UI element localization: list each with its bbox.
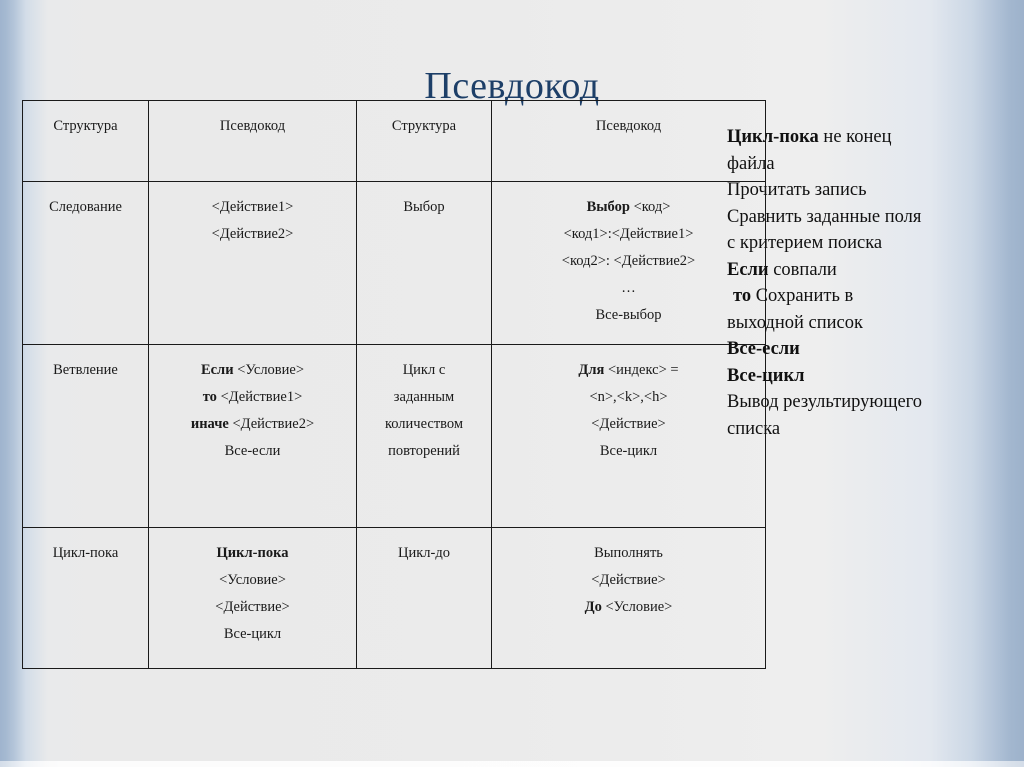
keyword: иначе [190,416,229,432]
code-line: <Условие> [219,572,286,588]
code-line: Все-если [224,443,281,459]
code-line: Выполнять [594,545,663,561]
keyword: До [584,599,602,615]
algorithm-line: файла [727,153,775,174]
code-text: <код> [629,199,671,215]
code-text: <Условие> [233,362,305,378]
keyword: Если [200,362,234,378]
keyword: Выбор [586,199,630,215]
keyword: Все-если [727,339,800,359]
cell-structure-until-loop: Цикл-до [357,528,492,669]
slide-bottom-strip [0,761,1024,767]
pseudocode-table [22,100,766,669]
cell-structure-while-loop: Цикл-пока [23,528,149,669]
algorithm-text: не конец [818,127,892,147]
code-line [498,594,759,621]
keyword: Все-цикл [727,365,805,386]
cell-pseudocode-counted-loop [492,345,766,528]
code-line: <Действие1> [211,199,294,215]
code-text: <Действие2> [228,416,315,432]
code-line-ellipsis: … [621,280,636,296]
code-line: <Действие> [591,416,666,432]
code-block [498,194,759,329]
text-line: повторений [388,443,460,459]
code-line: <Действие2> [211,226,294,242]
code-line [498,357,759,384]
table-header-cell-pseudocode-left: Псевдокод [149,101,357,182]
table-header-cell-structure-right: Структура [357,101,492,182]
algorithm-line: выходной список [727,312,863,333]
cell-structure-counted-loop [357,345,492,528]
code-block [498,357,759,465]
algorithm-example-text [727,124,1007,442]
cell-pseudocode-sequence [149,182,357,345]
algorithm-text: совпали [768,259,837,280]
text-line: заданным [393,389,455,405]
algorithm-line: Сравнить заданные поля [727,206,922,227]
page-title: Псевдокод [424,65,600,108]
code-text: <индекс> = [604,362,679,378]
algorithm-line: с критерием поиска [727,233,883,253]
code-line: <код2>: <Действие2> [561,253,696,269]
code-line: Все-цикл [599,443,658,459]
code-block [498,540,759,621]
code-block [155,357,350,465]
algorithm-line: списка [727,418,781,439]
cell-pseudocode-until-loop [492,528,766,669]
table-row-branching-counted-loop [23,345,766,528]
text-line: Цикл с [402,362,446,378]
cell-pseudocode-choice [492,182,766,345]
keyword: Если [727,259,769,280]
code-text: <Действие1> [216,389,303,405]
keyword: Для [578,362,605,378]
code-text: <Условие> [601,599,673,615]
algorithm-line [727,283,1007,310]
code-line [498,194,759,221]
code-line [155,384,350,411]
cell-structure-choice: Выбор [357,182,492,345]
keyword: то [202,389,217,405]
text-line: количеством [384,416,464,432]
cell-pseudocode-while-loop [149,528,357,669]
cell-pseudocode-branching [149,345,357,528]
algorithm-text: Сохранить в [751,286,854,306]
algorithm-line: Прочитать запись [727,180,867,200]
code-line: <Действие> [215,599,290,615]
text-block [363,357,485,465]
code-line [155,540,350,567]
cell-structure-branching: Ветвление [23,345,149,528]
algorithm-line [727,336,1007,363]
code-line: Все-цикл [223,626,282,642]
code-line: Все-выбор [595,307,662,323]
table-row-while-loop-until-loop [23,528,766,669]
keyword: Цикл-пока [216,545,289,561]
algorithm-line [727,257,1007,284]
keyword: то [733,286,752,306]
code-block [155,194,350,248]
table-row-sequence-choice [23,182,766,345]
code-line: <n>,<k>,<h> [589,389,668,405]
keyword: Цикл-пока [727,127,819,147]
code-line: <Действие> [591,572,666,588]
table-header-cell-pseudocode-right: Псевдокод [492,101,766,182]
table-header-row [23,101,766,182]
code-line [155,411,350,438]
algorithm-line [727,363,1007,390]
algorithm-line: Вывод результирующего [727,392,923,412]
code-block [155,540,350,648]
algorithm-line [727,124,1007,151]
cell-structure-sequence: Следование [23,182,149,345]
table-header-cell-structure-left: Структура [23,101,149,182]
code-line: <код1>:<Действие1> [563,226,694,242]
code-line [155,357,350,384]
